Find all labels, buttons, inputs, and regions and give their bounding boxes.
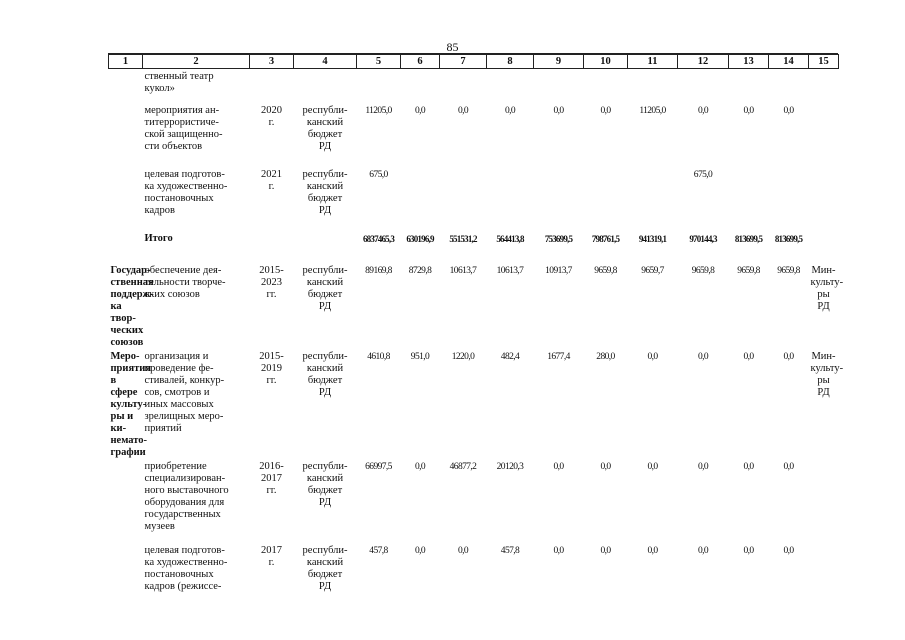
table-row (109, 349, 839, 459)
column-header: 6 (401, 55, 440, 69)
measure-name-cell: ственный театр кукол» (144, 71, 214, 94)
amount-cell: 0,0 (414, 461, 426, 472)
total-row (109, 231, 839, 263)
amount-cell: 9659,8 (737, 265, 760, 276)
section-cell: Государ- ственная поддерж- ка твор- ческих союзов (110, 264, 154, 348)
column-header: 9 (534, 55, 584, 69)
table-body (109, 69, 844, 607)
amount-cell (487, 167, 534, 231)
page-number: 85 (446, 40, 459, 54)
amount-cell: 798761,5 (591, 233, 620, 244)
amount-cell: 0,0 (414, 105, 426, 116)
amount-cell: 970144,3 (689, 233, 717, 244)
amount-cell: 0,0 (783, 105, 794, 116)
funding-source-cell: республи- канский бюджет РД (302, 168, 348, 216)
measure-name-cell: мероприятия ан- титеррористиче- ской защищенно- сти объектов (144, 104, 223, 152)
table-row (109, 459, 839, 543)
column-header: 7 (440, 55, 487, 69)
amount-cell: 10613,7 (449, 265, 477, 276)
measure-name-cell: целевая подготов- ка художественно- постановочных кадров (144, 168, 228, 216)
amount-cell: 0,0 (414, 545, 426, 556)
header-row (109, 55, 839, 69)
funding-source-cell: республи- канский бюджет РД (302, 104, 348, 152)
period-cell: 2021 г. (261, 168, 282, 192)
measure-name-cell: Итого (144, 232, 173, 244)
amount-cell: 0,0 (783, 545, 794, 556)
amount-cell: 630196,9 (406, 233, 434, 244)
measure-name-cell: приобретение специализирован- ного выставочного оборудования для государственных музеев (144, 460, 229, 532)
amount-cell: 0,0 (647, 351, 658, 362)
column-header: 1 (109, 55, 143, 69)
amount-cell: 46877,2 (449, 461, 477, 472)
amount-cell: 9659,8 (777, 265, 800, 276)
amount-cell: 1677,4 (547, 351, 570, 362)
responsible-cell (809, 103, 839, 167)
measure-name-cell: целевая подготов- ка художественно- постановочных кадров (режиссе- (144, 544, 228, 592)
table-row (109, 69, 839, 103)
section-cell: Меро- приятия в сфере культу- ры и ки- немато- графии (110, 350, 152, 458)
amount-cell: 0,0 (457, 105, 469, 116)
amount-cell (678, 69, 729, 103)
column-header: 13 (729, 55, 769, 69)
period-cell: 2016- 2017 гг. (259, 460, 284, 496)
column-header: 4 (294, 55, 357, 69)
amount-cell: 0,0 (553, 461, 564, 472)
amount-cell: 482,4 (500, 351, 520, 362)
amount-cell: 10913,7 (545, 265, 572, 276)
amount-cell: 1220,0 (451, 351, 475, 362)
period-cell (250, 231, 294, 263)
column-header: 2 (143, 55, 250, 69)
amount-cell: 8729,8 (408, 265, 432, 276)
amount-cell: 11205,0 (639, 105, 666, 116)
measure-name-cell: организация и проведение фе- стивалей, конкур- сов, смотров и иных массовых зрелищных меро- приятий (144, 350, 225, 434)
period-cell: 2015- 2019 гг. (259, 350, 284, 386)
amount-cell: 11205,0 (365, 105, 392, 116)
amount-cell: 280,0 (596, 351, 615, 362)
amount-cell: 564413,8 (496, 233, 524, 244)
period-cell (250, 69, 294, 103)
amount-cell (487, 69, 534, 103)
table-row (109, 263, 839, 349)
responsible-cell (809, 69, 839, 103)
amount-cell: 0,0 (697, 461, 709, 472)
amount-cell: 66997,5 (365, 461, 392, 472)
amount-cell (584, 69, 628, 103)
amount-cell: 0,0 (647, 461, 658, 472)
responsible-cell: Мин- культу- ры РД (810, 264, 844, 312)
amount-cell: 675,0 (693, 169, 713, 180)
amount-cell: 0,0 (697, 351, 709, 362)
column-header: 8 (487, 55, 534, 69)
amount-cell: 951,0 (410, 351, 430, 362)
responsible-cell (809, 543, 839, 607)
section-cell (109, 459, 143, 543)
responsible-cell: Мин- культу- ры РД (810, 350, 844, 398)
funding-source-cell: республи- канский бюджет РД (302, 544, 348, 592)
responsible-cell (809, 231, 839, 263)
amount-cell (534, 167, 584, 231)
period-cell: 2015- 2023 гг. (259, 264, 284, 300)
amount-cell: 0,0 (457, 545, 469, 556)
amount-cell: 0,0 (600, 545, 611, 556)
amount-cell: 457,8 (500, 545, 520, 556)
amount-cell (729, 167, 769, 231)
column-header: 12 (678, 55, 729, 69)
amount-cell: 0,0 (697, 105, 709, 116)
amount-cell (440, 69, 487, 103)
section-cell (109, 231, 143, 263)
amount-cell: 0,0 (743, 351, 754, 362)
amount-cell: 6837465,3 (362, 233, 395, 244)
column-header: 3 (250, 55, 294, 69)
amount-cell: 4610,8 (367, 351, 390, 362)
amount-cell: 0,0 (600, 105, 611, 116)
amount-cell (401, 69, 440, 103)
table-row (109, 167, 839, 231)
funding-source-cell (294, 69, 357, 103)
period-cell: 2017 г. (261, 544, 282, 568)
amount-cell: 9659,8 (691, 265, 715, 276)
column-header: 10 (584, 55, 628, 69)
amount-cell (401, 167, 440, 231)
amount-cell (729, 69, 769, 103)
amount-cell (769, 69, 809, 103)
amount-cell (584, 167, 628, 231)
amount-cell: 89169,8 (365, 265, 392, 276)
amount-cell: 0,0 (553, 545, 564, 556)
table-row (109, 103, 839, 167)
amount-cell (769, 167, 809, 231)
amount-cell: 0,0 (743, 105, 754, 116)
measure-name-cell: обеспечение дея- тельности творче- ских союзов (144, 264, 226, 300)
amount-cell: 9659,7 (641, 265, 664, 276)
amount-cell: 0,0 (743, 461, 754, 472)
amount-cell: 675,0 (369, 169, 388, 180)
column-header: 15 (809, 55, 839, 69)
responsible-cell (809, 459, 839, 543)
funding-source-cell: республи- канский бюджет РД (302, 350, 348, 398)
amount-cell: 0,0 (553, 105, 564, 116)
amount-cell (628, 167, 678, 231)
amount-cell: 457,8 (369, 545, 388, 556)
period-cell: 2020 г. (261, 104, 282, 128)
amount-cell (357, 69, 401, 103)
section-cell (109, 543, 143, 607)
amount-cell: 0,0 (697, 545, 709, 556)
amount-cell: 10613,7 (496, 265, 524, 276)
amount-cell: 753699,5 (544, 233, 573, 244)
amount-cell: 9659,8 (594, 265, 617, 276)
section-cell (109, 69, 143, 103)
amount-cell: 551531,2 (449, 233, 477, 244)
amount-cell: 0,0 (600, 461, 611, 472)
section-cell (109, 103, 143, 167)
amount-cell (534, 69, 584, 103)
amount-cell: 0,0 (647, 545, 658, 556)
column-header: 11 (628, 55, 678, 69)
amount-cell (440, 167, 487, 231)
amount-cell: 0,0 (743, 545, 754, 556)
amount-cell: 0,0 (504, 105, 516, 116)
responsible-cell (809, 167, 839, 231)
column-header: 5 (357, 55, 401, 69)
amount-cell: 941319,1 (638, 233, 667, 244)
funding-source-cell (294, 231, 357, 263)
section-cell (109, 167, 143, 231)
amount-cell: 813699,5 (734, 233, 763, 244)
amount-cell: 813699,5 (774, 233, 803, 244)
amount-cell: 0,0 (783, 461, 794, 472)
table-row (109, 543, 839, 607)
amount-cell (628, 69, 678, 103)
funding-source-cell: республи- канский бюджет РД (302, 264, 348, 312)
amount-cell: 20120,3 (496, 461, 524, 472)
funding-source-cell: республи- канский бюджет РД (302, 460, 348, 508)
budget-table (108, 54, 844, 607)
amount-cell: 0,0 (783, 351, 794, 362)
column-header: 14 (769, 55, 809, 69)
